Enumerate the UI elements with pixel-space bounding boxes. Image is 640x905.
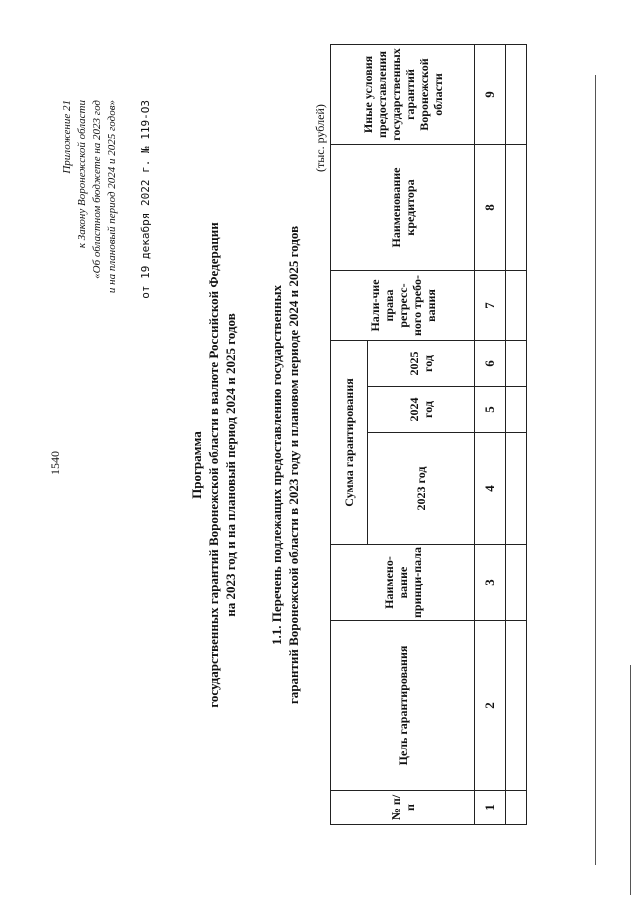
column-number: 3: [475, 545, 506, 621]
program-title-line: Программа: [189, 431, 204, 499]
column-number: 8: [475, 145, 506, 271]
table-cell: [506, 791, 527, 825]
empty-row: [506, 45, 527, 825]
appendix-line: к Закону Воронежской области: [76, 100, 88, 249]
header-year-2023: 2023 год: [368, 433, 475, 545]
column-number: 5: [475, 387, 506, 433]
header-num: № п/п: [331, 791, 475, 825]
page-number: 1540: [48, 451, 62, 475]
header-year-2024: 2024 год: [368, 387, 475, 433]
units-note: (тыс. рублей): [313, 104, 327, 172]
header-creditor: Наименование кредитора: [331, 145, 475, 271]
program-title: [188, 185, 239, 745]
table-cell: [506, 621, 527, 791]
program-title-line: государственных гарантий Воронежской области в валюте Российской Федерации: [206, 222, 221, 708]
appendix-line: Приложение 21: [61, 100, 73, 174]
table-cell: [506, 341, 527, 387]
header-purpose: Цель гарантирования: [331, 621, 475, 791]
header-regress: Нали-чие права регресс-ного требо-вания: [331, 271, 475, 341]
program-title-line: на 2023 год и на плановый период 2024 и 2025 годов: [223, 313, 238, 617]
table-cell: [506, 545, 527, 621]
header-other-conditions: Иные условия предоставления государственных гарантий Воронежской области: [331, 45, 475, 145]
table-cell: [506, 271, 527, 341]
appendix-header: [60, 100, 120, 293]
section-title-line: 1.1. Перечень подлежащих предоставлению государственных: [269, 285, 284, 645]
section-title-line: гарантий Воронежской области в 2023 году и плановом периоде 2024 и 2025 годов: [286, 225, 301, 705]
table-cell: [506, 433, 527, 545]
header-row: [331, 45, 368, 825]
column-number: 4: [475, 433, 506, 545]
column-number: 9: [475, 45, 506, 145]
appendix-line: и на плановый период 2024 и 2025 годов»: [106, 100, 118, 294]
header-year-2025: 2025 год: [368, 341, 475, 387]
scan-margin-line: [595, 75, 596, 865]
table-cell: [506, 145, 527, 271]
decree-stamp: от 19 декабря 2022 г. № 119-ОЗ: [139, 100, 152, 299]
column-number-row: [475, 45, 506, 825]
column-number: 2: [475, 621, 506, 791]
column-number: 6: [475, 341, 506, 387]
appendix-line: «Об областном бюджете на 2023 год: [91, 100, 103, 279]
column-number: 1: [475, 791, 506, 825]
section-title: [268, 145, 302, 785]
column-number: 7: [475, 271, 506, 341]
guarantees-table: [330, 44, 527, 825]
table-cell: [506, 387, 527, 433]
header-principal: Наимено-вание принци-пала: [331, 545, 475, 621]
footnote-line: [630, 665, 631, 895]
header-amount-group: Сумма гарантирования: [331, 341, 368, 545]
table-cell: [506, 45, 527, 145]
